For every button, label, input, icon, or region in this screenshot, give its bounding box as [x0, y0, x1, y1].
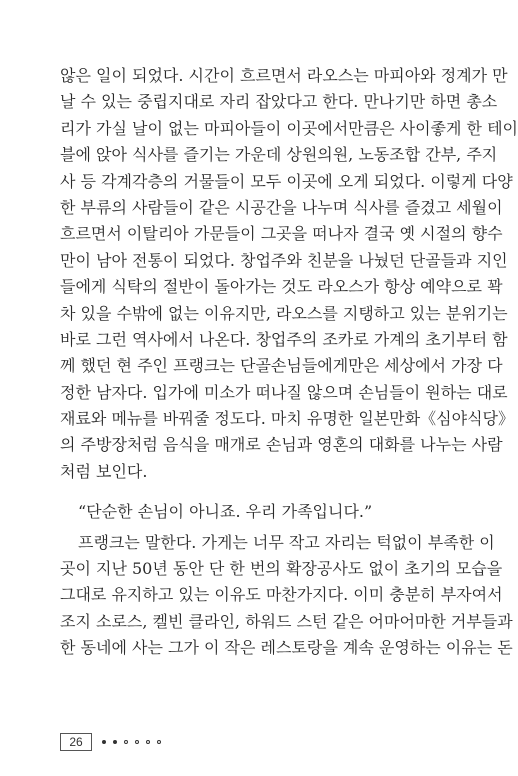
page-number: 26: [60, 733, 92, 751]
text-line: 프랭크는 말한다. 가게는 너무 작고 자리는 턱없이 부족한 이: [78, 532, 495, 552]
body-text: [60, 63, 518, 662]
text-line: 만이 남아 전통이 되었다. 창업주와 친분을 나눴던 단골들과 지인: [60, 250, 508, 270]
text-line: 날 수 있는 중립지대로 자리 잡았다고 한다. 만나기만 하면 총소: [60, 92, 498, 112]
dot-icon: [113, 740, 117, 744]
text-line: 블에 앉아 식사를 즐기는 가운데 상원의원, 노동조합 간부, 주지: [60, 145, 498, 165]
text-line: 한 부류의 사람들이 같은 시공간을 나누며 식사를 즐겼고 세월이: [60, 197, 503, 217]
text-line: 정한 남자다. 입가에 미소가 떠나질 않으며 손님들이 원하는 대로: [60, 382, 508, 402]
text-line: 흐르면서 이탈리아 가문들이 그곳을 떠나자 결국 옛 시절의 향수: [60, 224, 503, 244]
dot-icon: [135, 740, 139, 744]
text-line: 리가 가실 날이 없는 마피아들이 이곳에서만큼은 사이좋게 한 테이: [60, 118, 518, 138]
dot-icon: [146, 740, 150, 744]
text-line: 차 있을 수밖에 없는 이유지만, 라오스를 지탱하고 있는 분위기는: [60, 303, 508, 323]
text-line: 그대로 유지하고 있는 이유도 마찬가지다. 이미 충분히 부자여서: [60, 585, 503, 605]
dot-icon: [124, 740, 128, 744]
quote-line: “단순한 손님이 아니죠. 우리 가족입니다.”: [78, 502, 373, 522]
text-line: 처럼 보인다.: [60, 461, 148, 481]
paragraph-1: [60, 63, 518, 485]
page-footer: [60, 733, 161, 751]
text-line: 바로 그런 역사에서 나온다. 창업주의 조카로 가계의 초기부터 함: [60, 329, 508, 349]
paragraph-3: [60, 530, 513, 662]
text-line: 한 동네에 사는 그가 이 작은 레스토랑을 계속 운영하는 이유는 돈: [60, 638, 513, 658]
dot-icon: [157, 740, 161, 744]
text-line: 께 했던 현 주인 프랭크는 단골손님들에게만은 세상에서 가장 다: [60, 356, 503, 376]
text-line: 재료와 메뉴를 바꿔줄 정도다. 마치 유명한 일본만화《심야식당》: [60, 409, 515, 429]
dot-icon: [102, 740, 106, 744]
decorative-dots: [102, 740, 161, 744]
text-line: 사 등 각계각층의 거물들이 모두 이곳에 오게 되었다. 이렇게 다양: [60, 171, 513, 191]
text-line: 않은 일이 되었다. 시간이 흐르면서 라오스는 마피아와 정계가 만: [60, 66, 508, 85]
text-line: 의 주방장처럼 음식을 매개로 손님과 영혼의 대화를 나누는 사람: [60, 435, 503, 455]
text-line: 조지 소로스, 켈빈 클라인, 하워드 스턴 같은 어마어마한 거부들과: [60, 611, 513, 631]
text-line: 들에게 식탁의 절반이 돌아가는 것도 라오스가 항상 예약으로 꽉: [60, 277, 503, 297]
quote-paragraph: [60, 499, 444, 525]
text-line: 곳이 지난 50년 동안 단 한 번의 확장공사도 없이 초기의 모습을: [60, 559, 503, 579]
